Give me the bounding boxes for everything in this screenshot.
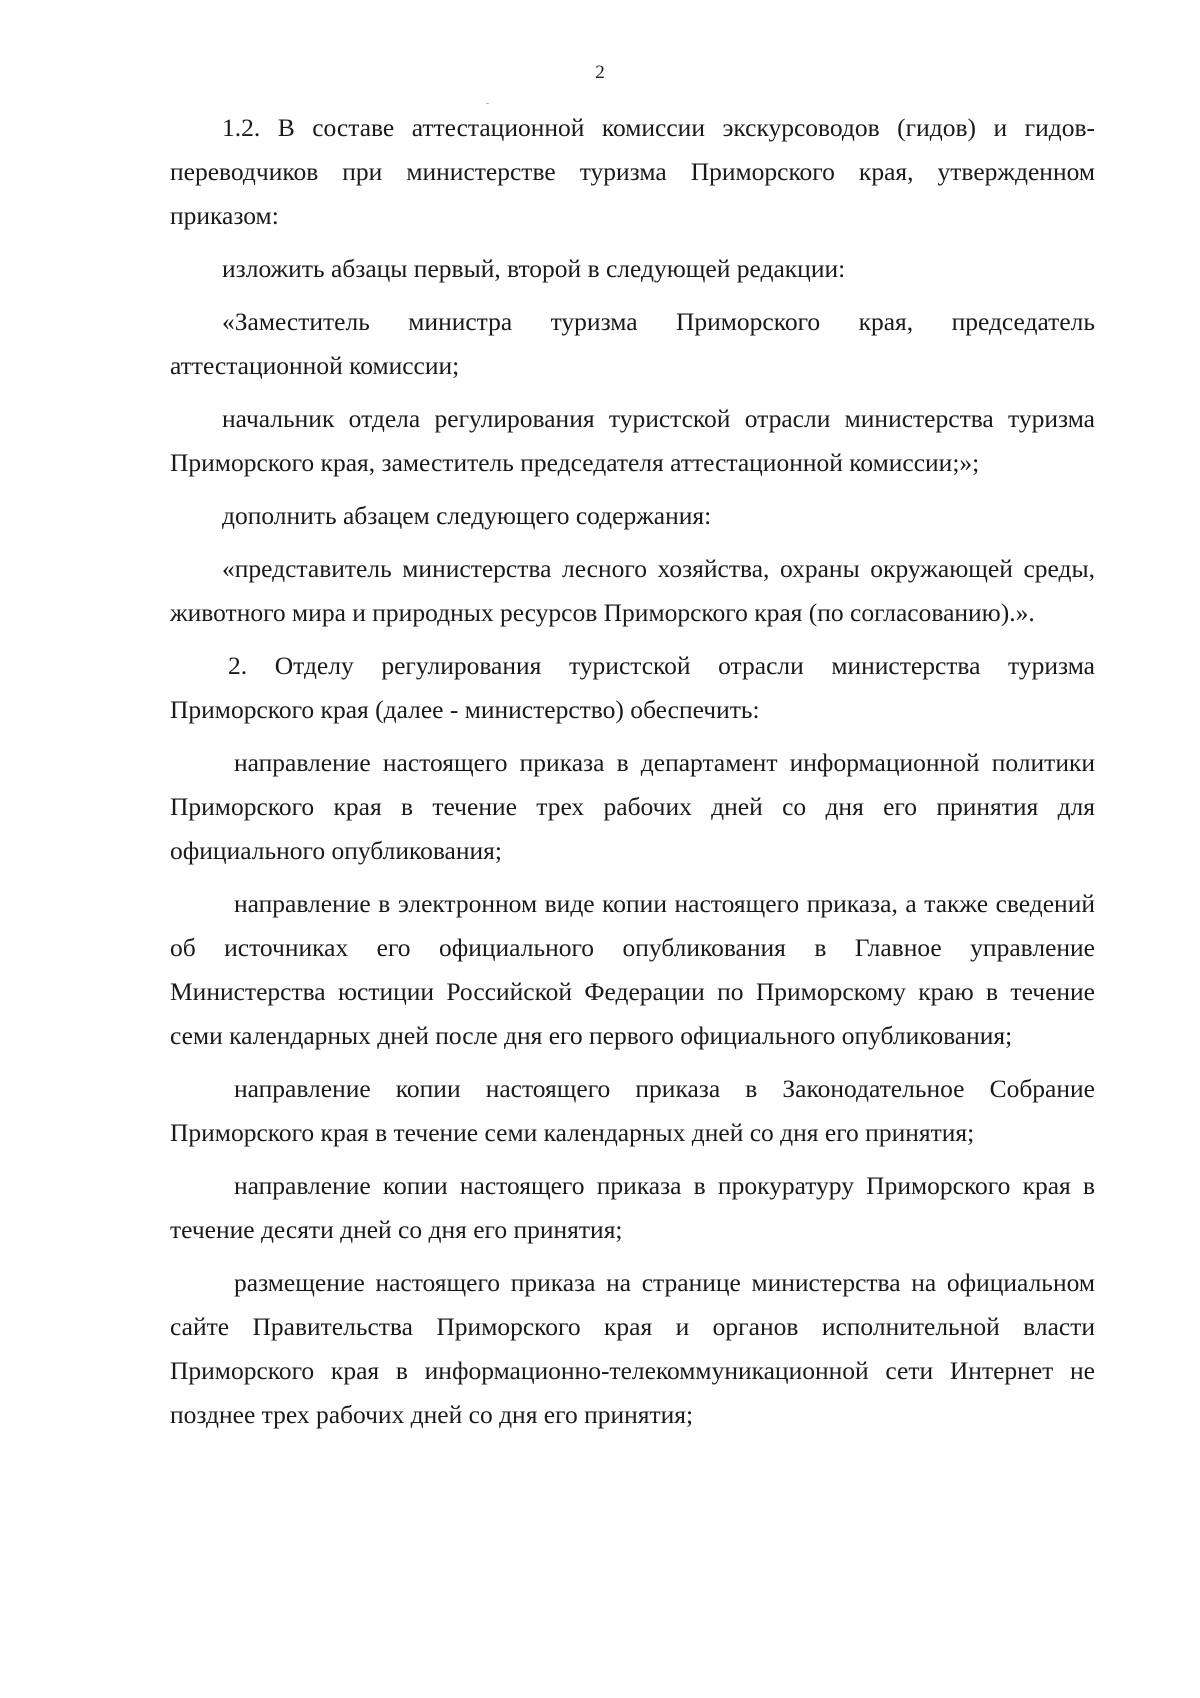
paragraph-website-placement-order: размещение настоящего приказа на странице министерства на официальном сайте Правительства Приморского края и органов исполнительной власти Приморского края в информационно-телекоммуникационной сети Интернет не позднее трех рабочих дней со дня его принятия; bbox=[170, 1268, 1095, 1429]
paragraph-justice-ministry-order: направление в электронном виде копии настоящего приказа, а также сведений об источниках его официального опубликования в Главное управление Министерства юстиции Российской Федерации по Приморскому краю в течение семи календарных дней после дня его первого официального опубликования; bbox=[170, 889, 1095, 1050]
document-body bbox=[170, 106, 1095, 1446]
paragraph-clause-2: 2. Отделу регулирования туристской отрасли министерства туризма Приморского края (далее - министерство) обеспечить: bbox=[170, 651, 1095, 724]
paragraph-publication-order: направление настоящего приказа в департамент информационной политики Приморского края в течение трех рабочих дней со дня его принятия для официального опубликования; bbox=[170, 748, 1095, 865]
page-number: 2 bbox=[595, 62, 605, 83]
paragraph-amendment-instruction: изложить абзацы первый, второй в следующей редакции: bbox=[222, 254, 846, 283]
paragraph-prosecutor-order: направление копии настоящего приказа в прокуратуру Приморского края в течение десяти дней со дня его принятия; bbox=[170, 1171, 1095, 1244]
paragraph-clause-1-2: 1.2. В составе аттестационной комиссии экскурсоводов (гидов) и гидов-переводчиков при министерстве туризма Приморского края, утвержденном приказом: bbox=[170, 113, 1095, 230]
scan-artifact bbox=[486, 103, 489, 104]
paragraph-forestry-representative-entry: «представитель министерства лесного хозяйства, охраны окружающей среды, животного мира и природных ресурсов Приморского края (по согласованию).». bbox=[170, 554, 1095, 627]
paragraph-chairman-entry: «Заместитель министра туризма Приморского края, председатель аттестационной комиссии; bbox=[170, 307, 1095, 380]
paragraph-supplement-instruction: дополнить абзацем следующего содержания: bbox=[222, 501, 712, 530]
paragraph-deputy-chairman-entry: начальник отдела регулирования туристской отрасли министерства туризма Приморского края, заместитель председателя аттестационной комиссии;»; bbox=[170, 404, 1095, 477]
paragraph-legislative-assembly-order: направление копии настоящего приказа в Законодательное Собрание Приморского края в течение семи календарных дней со дня его принятия; bbox=[170, 1074, 1095, 1147]
